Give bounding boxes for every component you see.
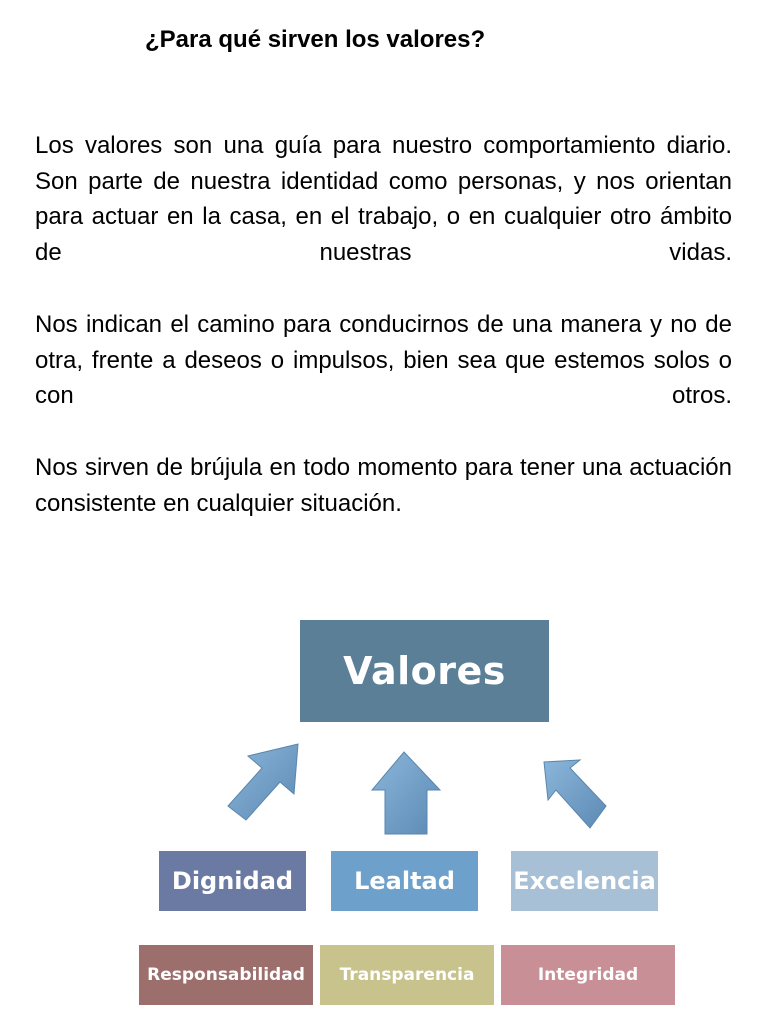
paragraph-1: Los valores son una guía para nuestro comportamiento diario. Son parte de nuestra identidad como personas, y nos orientan para actuar en la casa, en el trabajo, o en cualquier otro ámbito de nuestras vidas. <box>35 132 732 266</box>
arrow-up-icon <box>372 752 440 834</box>
responsabilidad-box: Responsabilidad <box>139 945 313 1005</box>
transparencia-box: Transparencia <box>320 945 494 1005</box>
paragraph-2: Nos indican el camino para conducirnos de una manera y no de otra, frente a deseos o impulsos, bien sea que estemos solos o con otros. <box>35 311 732 410</box>
excelencia-box: Excelencia <box>511 851 658 911</box>
valores-box: Valores <box>300 620 549 722</box>
integridad-box: Integridad <box>501 945 675 1005</box>
page-title: ¿Para qué sirven los valores? <box>145 26 486 53</box>
lealtad-box: Lealtad <box>331 851 478 911</box>
paragraph-3: Nos sirven de brújula en todo momento para tener una actuación consistente en cualquier situación. <box>35 454 732 517</box>
arrow-up-right-icon <box>228 744 298 820</box>
arrow-up-left-icon <box>544 760 606 828</box>
dignidad-box: Dignidad <box>159 851 306 911</box>
